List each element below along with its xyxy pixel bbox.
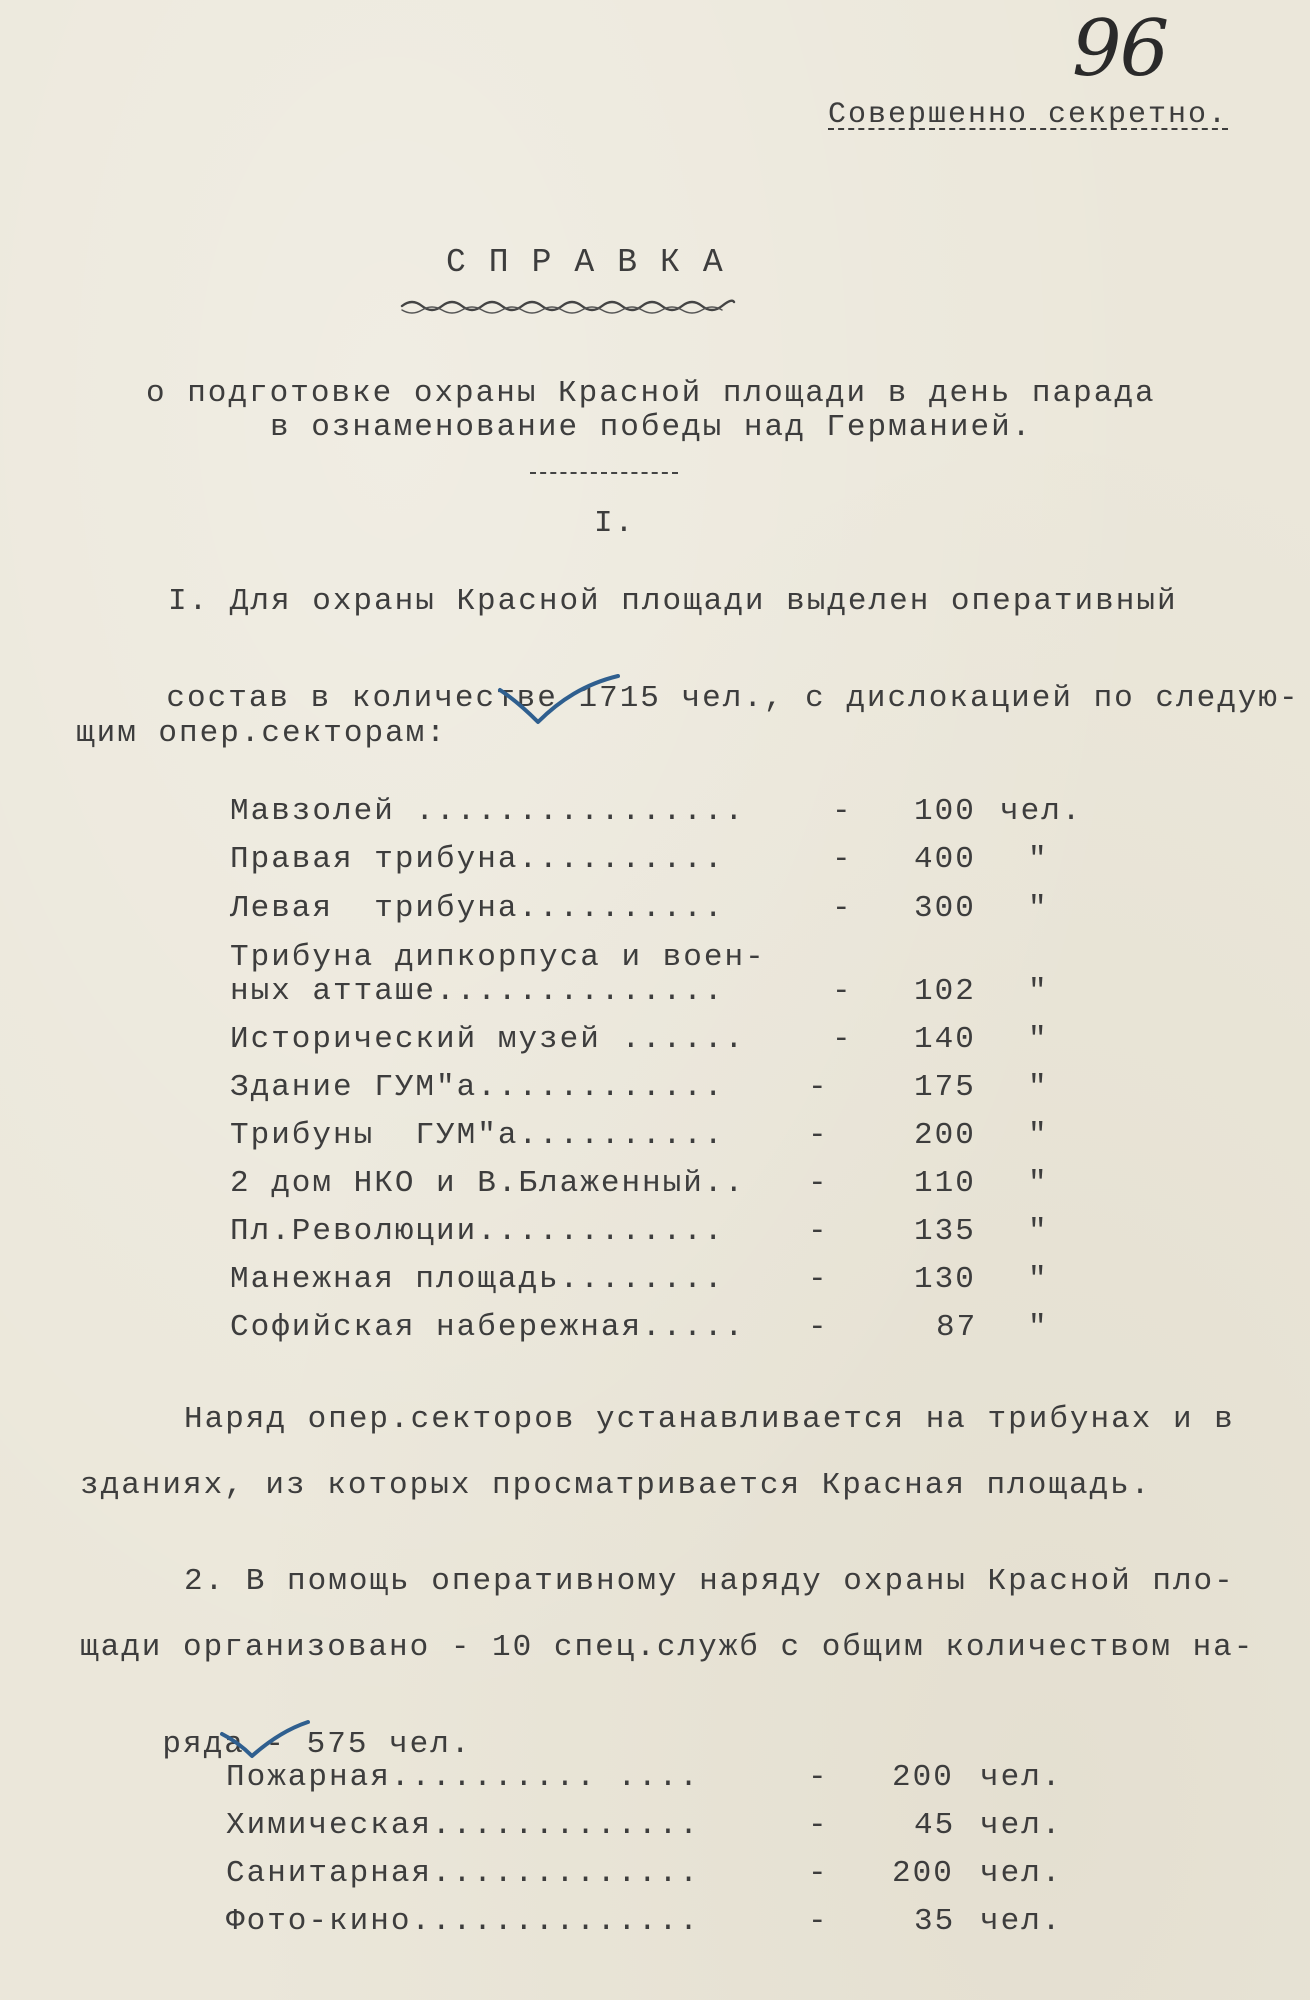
sector-value: 102	[914, 974, 976, 1009]
sector-dash: -	[832, 891, 853, 926]
sector-unit: "	[1028, 1070, 1049, 1105]
service-unit: чел.	[980, 1856, 1063, 1891]
page-number: 96	[1072, 4, 1168, 94]
naryad-line-2: зданиях, из которых просматривается Красная площадь.	[80, 1468, 1152, 1503]
service-dash: -	[808, 1808, 829, 1843]
para1-line-2b: чел., с дислокацией по следую-	[660, 681, 1300, 716]
sector-value: 200	[914, 1118, 976, 1153]
sector-unit: "	[1028, 974, 1049, 1009]
service-value: 45	[914, 1808, 956, 1843]
para1-line-2a: состав в количестве	[166, 681, 579, 716]
para2-line-3a: ряда -	[162, 1727, 307, 1762]
sector-value: 400	[914, 842, 976, 877]
naryad-line-1: Наряд опер.секторов устанавливается на трибунах и в	[184, 1402, 1235, 1437]
classification-label: Совершенно секретно.	[828, 98, 1229, 132]
sector-dash: -	[808, 1166, 829, 1201]
service-dash: -	[808, 1904, 829, 1939]
sector-name: Трибуна дипкорпуса и воен-	[230, 940, 766, 975]
sector-dash: -	[808, 1118, 829, 1153]
sector-unit: "	[1028, 1022, 1049, 1057]
sector-unit: "	[1028, 1118, 1049, 1153]
para2-line-2: щади организовано - 10 спец.служб с общим количеством на-	[80, 1630, 1255, 1665]
service-value: 200	[892, 1760, 954, 1795]
sector-name: Здание ГУМ"а............	[230, 1070, 725, 1105]
para1-line-1: I. Для охраны Красной площади выделен оперативный	[168, 584, 1178, 619]
sector-dash: -	[808, 1070, 829, 1105]
sector-unit: "	[1028, 1262, 1049, 1297]
sector-dash: -	[832, 842, 853, 877]
sector-name: Исторический музей ......	[230, 1022, 746, 1057]
sector-dash: -	[808, 1262, 829, 1297]
service-dash: -	[808, 1760, 829, 1795]
sector-dash: -	[808, 1214, 829, 1249]
service-unit: чел.	[980, 1760, 1063, 1795]
sector-name-continued: ных атташе..............	[230, 974, 725, 1009]
sector-name: Трибуны ГУМ"а..........	[230, 1118, 725, 1153]
sector-unit: "	[1028, 1310, 1049, 1345]
sector-value: 175	[914, 1070, 976, 1105]
sector-value: 140	[914, 1022, 976, 1057]
service-unit: чел.	[980, 1904, 1063, 1939]
total-personnel-number: 1715	[578, 681, 661, 716]
sector-name: Правая трибуна..........	[230, 842, 725, 877]
sector-unit: чел.	[1000, 794, 1083, 829]
sector-dash: -	[832, 974, 853, 1009]
service-name: Санитарная.............	[226, 1856, 700, 1891]
subtitle-line-2: в ознаменование победы над Германией.	[270, 410, 1033, 445]
sector-value: 135	[914, 1214, 976, 1249]
service-name: Химическая.............	[226, 1808, 700, 1843]
sector-value: 110	[914, 1166, 976, 1201]
sector-name: 2 дом НКО и В.Блаженный..	[230, 1166, 746, 1201]
section-number: I.	[594, 506, 636, 541]
para1-line-3: щим опер.секторам:	[76, 716, 447, 751]
sector-value: 87	[936, 1310, 978, 1345]
sector-dash: -	[832, 1022, 853, 1057]
sector-name: Пл.Революции............	[230, 1214, 725, 1249]
sector-dash: -	[808, 1310, 829, 1345]
sector-unit: "	[1028, 1214, 1049, 1249]
service-unit: чел.	[980, 1808, 1063, 1843]
para2-line-3b: чел.	[368, 1727, 472, 1762]
sector-unit: "	[1028, 891, 1049, 926]
sector-value: 300	[914, 891, 976, 926]
sector-name: Софийская набережная.....	[230, 1310, 746, 1345]
service-name: Фото-кино..............	[226, 1904, 700, 1939]
special-services-total-number: 575	[306, 1727, 369, 1762]
subtitle-line-1: о подготовке охраны Красной площади в день парада	[146, 376, 1156, 411]
sector-value: 130	[914, 1262, 976, 1297]
document-title: СПРАВКА	[446, 244, 746, 281]
service-value: 200	[892, 1856, 954, 1891]
service-name: Пожарная.......... ....	[226, 1760, 700, 1795]
sector-name: Манежная площадь........	[230, 1262, 725, 1297]
sector-unit: "	[1028, 1166, 1049, 1201]
para2-line-1: 2. В помощь оперативному наряду охраны Красной пло-	[184, 1564, 1235, 1599]
sector-value: 100	[914, 794, 976, 829]
sector-name: Мавзолей ................	[230, 794, 746, 829]
sector-name: Левая трибуна..........	[230, 891, 725, 926]
section-divider	[530, 472, 678, 474]
service-dash: -	[808, 1856, 829, 1891]
sector-dash: -	[832, 794, 853, 829]
service-value: 35	[914, 1904, 956, 1939]
sector-unit: "	[1028, 842, 1049, 877]
